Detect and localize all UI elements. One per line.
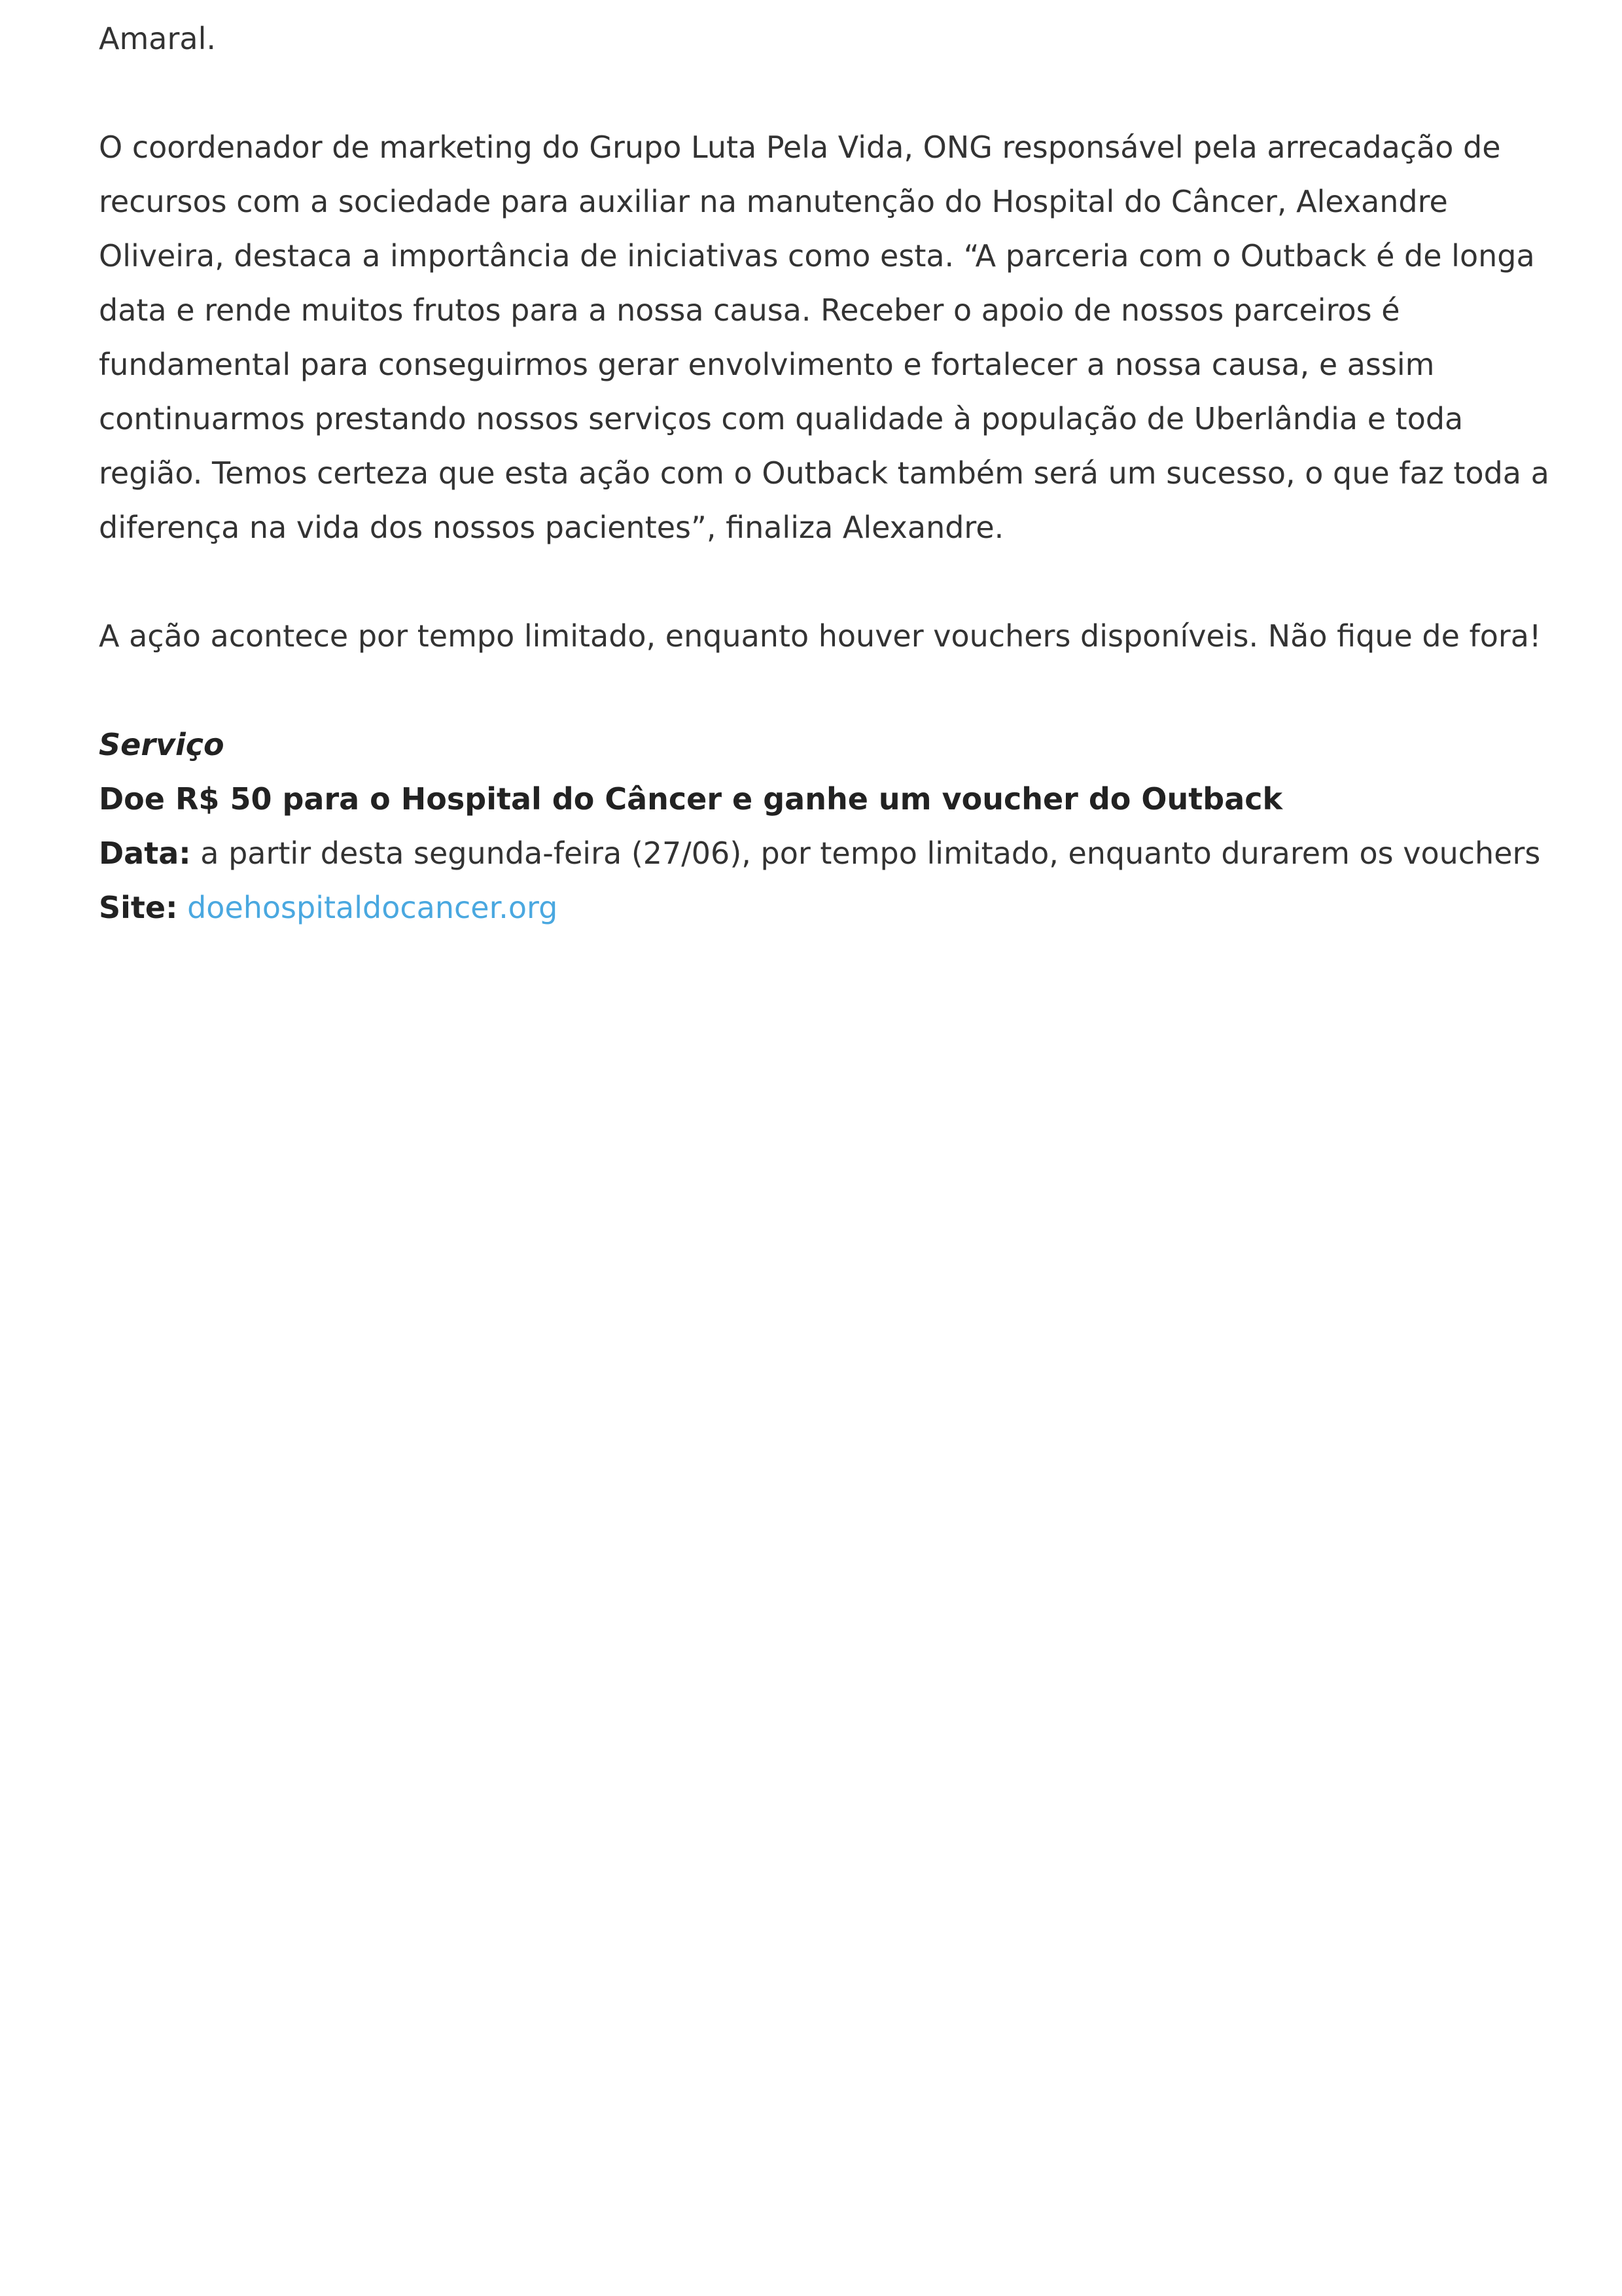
site-link[interactable]: doehospitaldocancer.org [187, 890, 558, 925]
paragraph-spacer [99, 555, 1564, 609]
service-site [99, 881, 1564, 935]
paragraph-spacer [99, 663, 1564, 718]
article-continuation: Amaral. [99, 21, 216, 56]
service-heading: Serviço [99, 727, 224, 762]
service-date [99, 826, 1564, 881]
site-label: Site: [99, 890, 178, 925]
service-box [99, 718, 1564, 935]
article-body [99, 12, 1564, 935]
date-value: a partir desta segunda-feira (27/06), por tempo limitado, enquanto durarem os vouchers [200, 836, 1541, 871]
article-paragraph-closing: A ação acontece por tempo limitado, enquanto houver vouchers disponíveis. Não fique de fora! [99, 618, 1542, 654]
article-paragraph-quote: O coordenador de marketing do Grupo Luta Pela Vida, ONG responsável pela arrecadação de recursos com a sociedade para auxiliar na manutenção do Hospital do Câncer, Alexandre Oliveira, destaca a importância de iniciativas como esta. “A parceria com o Outback é de longa data e rende muitos frutos para a nossa causa. Receber o apoio de nossos parceiros é fundamental para conseguirmos gerar envolvimento e fortalecer a nossa causa, e assim continuarmos prestando nossos serviços com qualidade à população de Uberlândia e toda região. Temos certeza que esta ação com o Outback também será um sucesso, o que faz toda a diferença na vida dos nossos pacientes”, finaliza Alexandre. [99, 130, 1549, 545]
paragraph-spacer [99, 66, 1564, 120]
service-title: Doe R$ 50 para o Hospital do Câncer e ganhe um voucher do Outback [99, 781, 1283, 817]
date-label: Data: [99, 836, 191, 871]
